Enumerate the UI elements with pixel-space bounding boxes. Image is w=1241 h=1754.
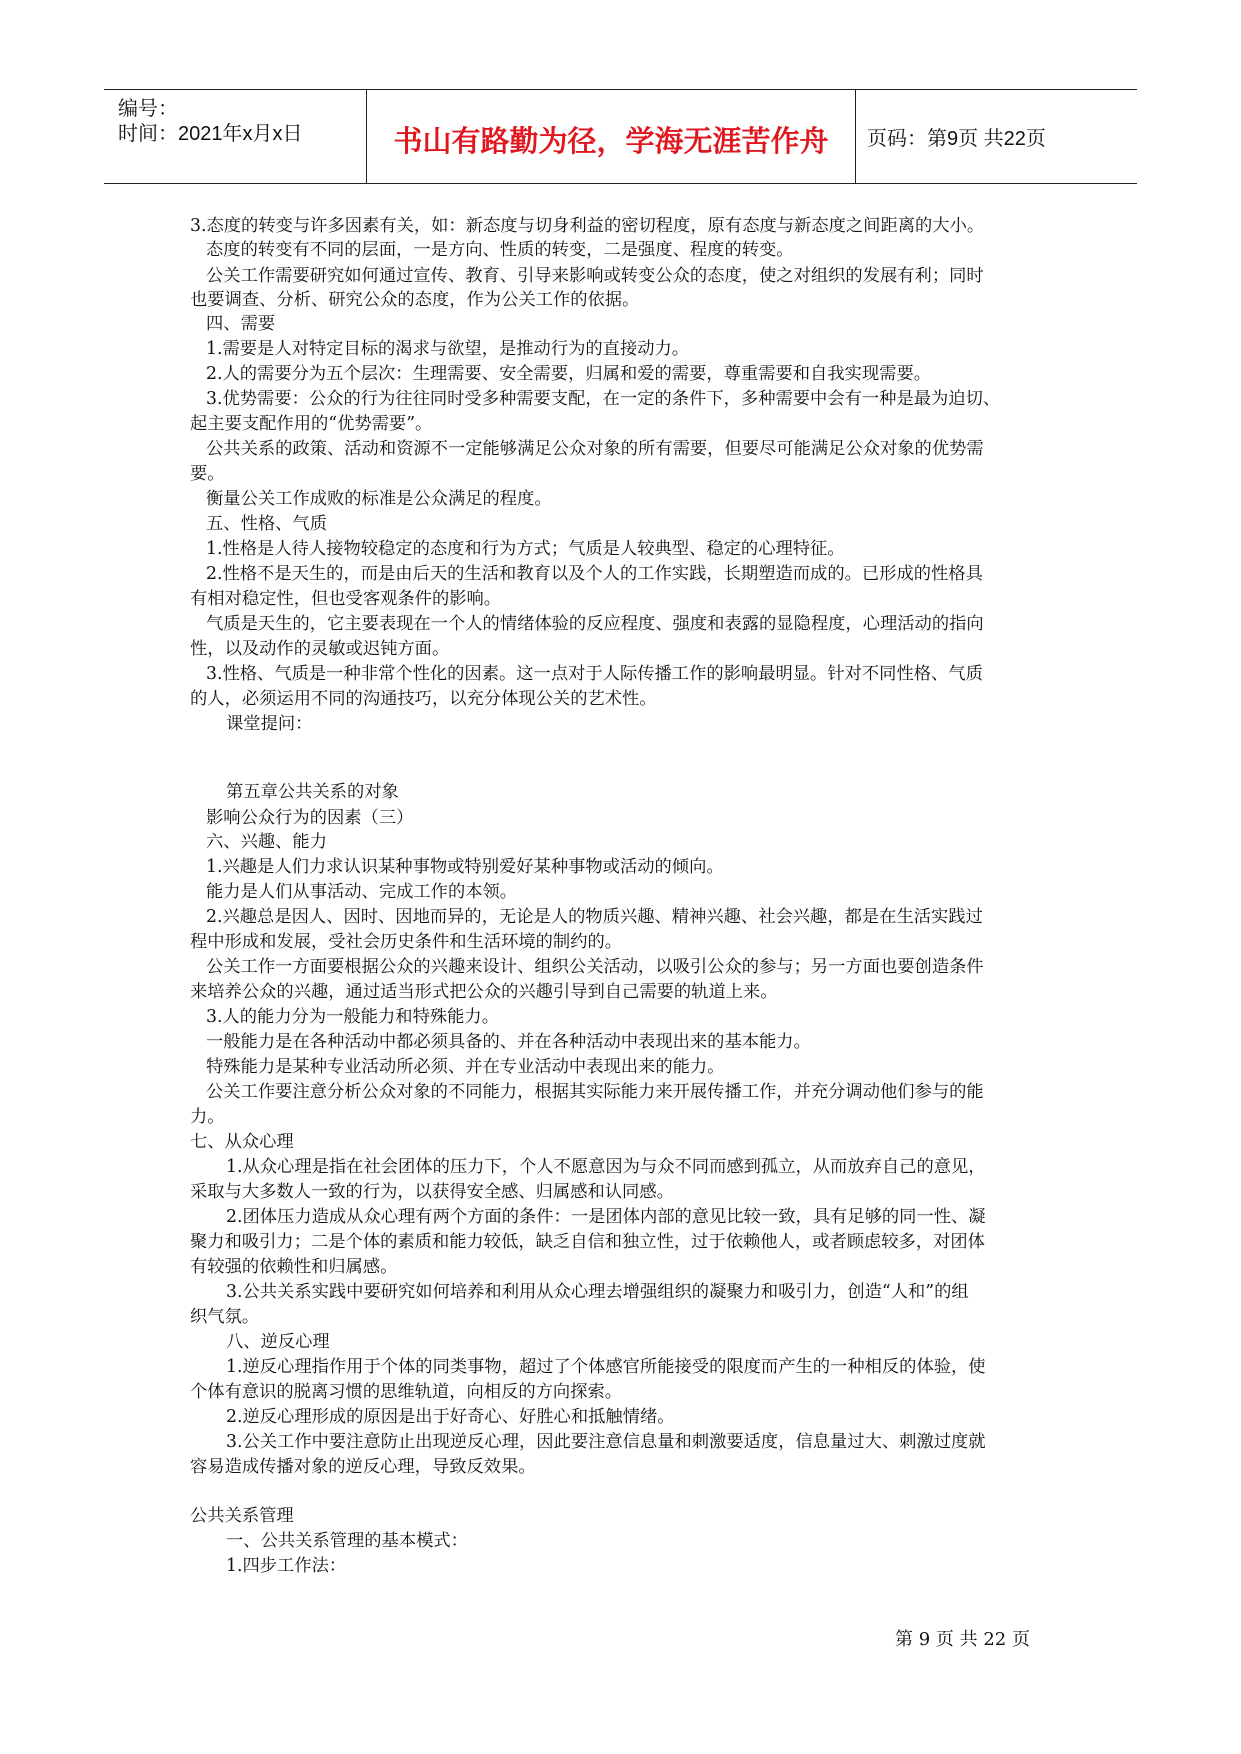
section-heading: 公共关系管理 [190, 1506, 294, 1526]
body-line: 1.需要是人对特定目标的渴求与欲望，是推动行为的直接动力。 [206, 339, 690, 359]
chapter-title: 第五章公共关系的对象 [226, 782, 399, 802]
body-line: 态度的转变有不同的层面，一是方向、性质的转变，二是强度、程度的转变。 [206, 240, 794, 260]
document-header [104, 89, 1137, 184]
body-line: 3.公共关系实践中要研究如何培养和利用从众心理去增强组织的凝聚力和吸引力，创造“人和”的组 [226, 1282, 969, 1302]
page-footer: 第 9 页 共 22 页 [895, 1629, 1030, 1650]
body-line: 要。 [190, 464, 225, 484]
body-line: 公关工作要注意分析公众对象的不同能力，根据其实际能力来开展传播工作，并充分调动他们参与的能 [206, 1082, 984, 1102]
header-motto: 书山有路勤为径，学海无涯苦作舟 [393, 124, 829, 158]
body-line: 2.兴趣总是因人、因时、因地而异的，无论是人的物质兴趣、精神兴趣、社会兴趣，都是在生活实践过 [206, 907, 983, 927]
body-line: 特殊能力是某种专业活动所必须、并在专业活动中表现出来的能力。 [206, 1057, 725, 1077]
body-line: 聚力和吸引力；二是个体的素质和能力较低，缺乏自信和独立性，过于依赖他人，或者顾虑较多，对团体 [190, 1232, 985, 1252]
body-line: 1.兴趣是人们力求认识某种事物或特别爱好某种事物或活动的倾向。 [206, 857, 724, 877]
body-line: 1.从众心理是指在社会团体的压力下，个人不愿意因为与众不同而感到孤立，从而放弃自己的意见， [226, 1157, 986, 1177]
body-line: 1.逆反心理指作用于个体的同类事物，超过了个体感官所能接受的限度而产生的一种相反的体验，使 [226, 1357, 986, 1377]
body-line: 3.人的能力分为一般能力和特殊能力。 [206, 1007, 499, 1027]
section-heading: 六、兴趣、能力 [206, 832, 327, 852]
body-line: 1.四步工作法： [226, 1556, 347, 1576]
body-line: 采取与大多数人一致的行为，以获得安全感、归属感和认同感。 [190, 1182, 674, 1202]
header-meta-cell [104, 90, 366, 183]
section-heading: 五、性格、气质 [206, 514, 327, 534]
body-line: 2.团体压力造成从众心理有两个方面的条件：一是团体内部的意见比较一致，具有足够的同一性、凝 [226, 1207, 986, 1227]
body-line: 力。 [190, 1107, 225, 1127]
page-code: 页码：第9页 共22页 [867, 128, 1046, 150]
section-heading: 一、公共关系管理的基本模式： [226, 1531, 468, 1551]
body-line: 影响公众行为的因素（三） [206, 808, 414, 828]
section-heading: 四、需要 [206, 314, 276, 334]
body-line: 程中形成和发展，受社会历史条件和生活环境的制约的。 [190, 932, 623, 952]
body-line: 公关工作需要研究如何通过宣传、教育、引导来影响或转变公众的态度，使之对组织的发展有利；同时 [206, 266, 984, 286]
body-line: 起主要支配作用的“优势需要”。 [190, 414, 433, 434]
section-heading: 八、逆反心理 [226, 1332, 330, 1352]
time-label: 时间：2021年x月x日 [118, 123, 303, 145]
header-page-cell [856, 90, 1137, 183]
body-line: 气质是天生的，它主要表现在一个人的情绪体验的反应程度、强度和表露的显隐程度，心理活动的指向 [206, 614, 984, 634]
section-heading: 七、从众心理 [190, 1132, 294, 1152]
body-line: 衡量公关工作成败的标准是公众满足的程度。 [206, 489, 552, 509]
body-line: 3.态度的转变与许多因素有关，如：新态度与切身利益的密切程度，原有态度与新态度之间距离的大小。 [190, 216, 985, 236]
body-line: 公共关系的政策、活动和资源不一定能够满足公众对象的所有需要，但要尽可能满足公众对象的优势需 [206, 439, 984, 459]
number-label: 编号： [118, 98, 178, 120]
body-line: 1.性格是人待人接物较稳定的态度和行为方式；气质是人较典型、稳定的心理特征。 [206, 539, 845, 559]
body-line: 的人，必须运用不同的沟通技巧，以充分体现公关的艺术性。 [190, 689, 657, 709]
body-line: 3.优势需要：公众的行为往往同时受多种需要支配，在一定的条件下，多种需要中会有一种是最为迫切、 [206, 389, 1001, 409]
body-line: 3.公关工作中要注意防止出现逆反心理，因此要注意信息量和刺激要适度，信息量过大、刺激过度就 [226, 1432, 986, 1452]
body-line: 3.性格、气质是一种非常个性化的因素。这一点对于人际传播工作的影响最明显。针对不同性格、气质 [206, 664, 983, 684]
body-line: 课堂提问： [226, 714, 313, 734]
body-line: 有较强的依赖性和归属感。 [190, 1257, 398, 1277]
body-line: 2.人的需要分为五个层次：生理需要、安全需要，归属和爱的需要，尊重需要和自我实现需要。 [206, 364, 932, 384]
body-line: 织气氛。 [190, 1307, 260, 1327]
body-line: 个体有意识的脱离习惯的思维轨道，向相反的方向探索。 [190, 1382, 623, 1402]
body-line: 2.性格不是天生的，而是由后天的生活和教育以及个人的工作实践，长期塑造而成的。已形成的性格具 [206, 564, 983, 584]
body-line: 来培养公众的兴趣，通过适当形式把公众的兴趣引导到自己需要的轨道上来。 [190, 982, 778, 1002]
body-line: 能力是人们从事活动、完成工作的本领。 [206, 882, 518, 902]
body-line: 一般能力是在各种活动中都必须具备的、并在各种活动中表现出来的基本能力。 [206, 1032, 811, 1052]
body-line: 公关工作一方面要根据公众的兴趣来设计、组织公关活动，以吸引公众的参与；另一方面也要创造条件 [206, 957, 984, 977]
body-line: 有相对稳定性，但也受客观条件的影响。 [190, 589, 502, 609]
body-line: 也要调查、分析、研究公众的态度，作为公关工作的依据。 [190, 290, 640, 310]
body-line: 容易造成传播对象的逆反心理，导致反效果。 [190, 1457, 536, 1477]
header-motto-cell [366, 90, 856, 183]
body-line: 性，以及动作的灵敏或迟钝方面。 [190, 639, 450, 659]
body-line: 2.逆反心理形成的原因是出于好奇心、好胜心和抵触情绪。 [226, 1407, 675, 1427]
